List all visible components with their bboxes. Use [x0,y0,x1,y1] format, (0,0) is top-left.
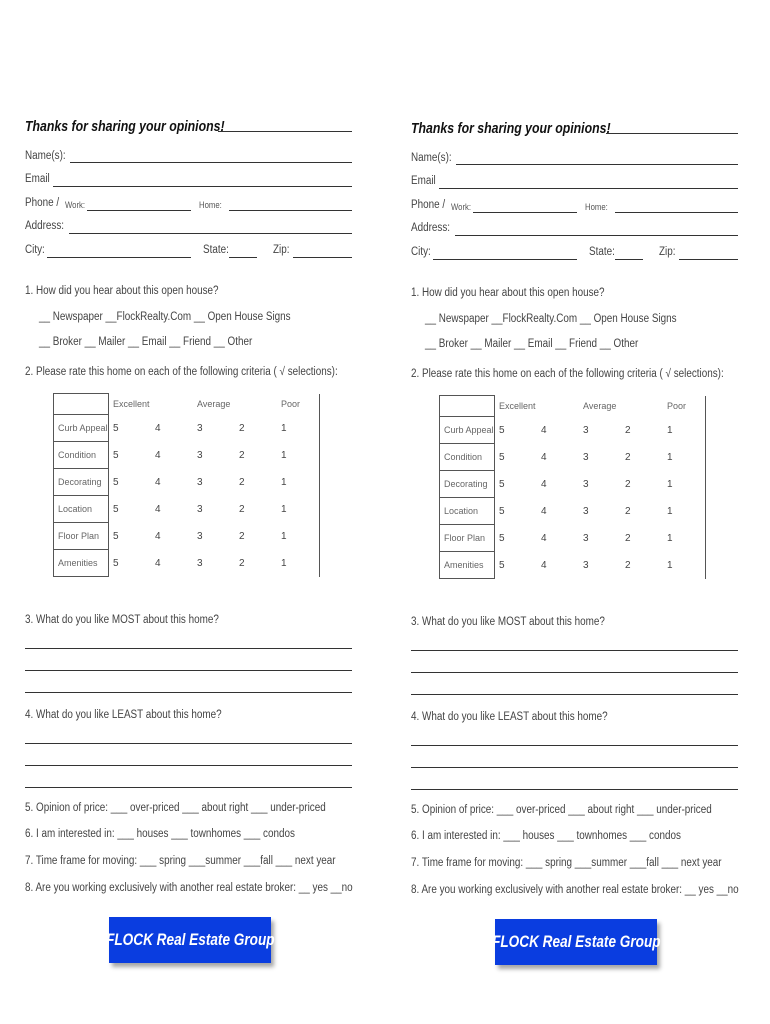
work-label: Work: [65,200,86,210]
city-label: City: [411,246,431,258]
rating-option[interactable]: 3 [583,559,589,571]
table-row [54,496,320,523]
question-1-options-row2[interactable]: __ Broker __ Mailer __ Email __ Friend __ Other [39,336,253,348]
email-label: Email [411,175,436,187]
rating-option[interactable]: 3 [583,478,589,490]
table-row [440,552,706,579]
answer-line[interactable] [411,650,738,651]
city-field[interactable] [433,259,577,260]
rating-option[interactable]: 5 [499,505,505,517]
question-3: 3. What do you like MOST about this home? [411,616,605,628]
rating-header-excellent: Excellent [113,399,150,409]
rating-header-average: Average [197,399,231,409]
rating-option[interactable]: 5 [499,451,505,463]
zip-field[interactable] [679,259,738,260]
criteria-label: Floor Plan [440,525,495,552]
address-field[interactable] [455,235,738,236]
question-1-options-row1[interactable]: __ Newspaper __FlockRealty.Com __ Open House Signs [39,311,291,323]
answer-line[interactable] [25,787,352,788]
form-title: Thanks for sharing your opinions! [411,120,611,137]
question-4: 4. What do you like LEAST about this home? [25,709,222,721]
table-row [440,444,706,471]
rating-option[interactable]: 4 [155,422,161,434]
rating-option[interactable]: 5 [113,422,119,434]
zip-label: Zip: [659,246,676,258]
work-phone-field[interactable] [473,212,577,213]
rating-option[interactable]: 4 [155,557,161,569]
question-1: 1. How did you hear about this open house? [411,287,605,299]
rating-option[interactable]: 3 [583,505,589,517]
email-field[interactable] [53,186,352,187]
rating-option[interactable]: 5 [499,532,505,544]
names-label: Name(s): [411,152,452,164]
home-label: Home: [199,200,222,210]
question-2: 2. Please rate this home on each of the following criteria ( √ selections): [411,368,724,380]
rating-option[interactable]: 2 [239,530,245,542]
criteria-label: Condition [440,444,495,471]
criteria-label: Curb Appeal [440,417,495,444]
answer-line[interactable] [411,672,738,673]
table-row [440,417,706,444]
question-3: 3. What do you like MOST about this home? [25,614,219,626]
rating-option[interactable]: 5 [113,557,119,569]
question-8[interactable]: 8. Are you working exclusively with another real estate broker: __ yes __no [25,882,353,894]
flock-logo [491,919,661,965]
home-phone-field[interactable] [229,210,352,211]
logo-text: FLOCK Real Estate Group [105,930,275,949]
rating-option[interactable]: 4 [541,505,547,517]
rating-option[interactable]: 1 [277,496,320,523]
rating-option[interactable]: 1 [277,469,320,496]
rating-option[interactable]: 3 [197,422,203,434]
table-row [54,550,320,577]
rating-option[interactable]: 1 [663,444,706,471]
zip-label: Zip: [273,244,290,256]
rating-option[interactable]: 5 [499,478,505,490]
state-field[interactable] [229,257,257,258]
table-row [54,415,320,442]
rating-option[interactable]: 2 [625,532,631,544]
rating-option[interactable]: 1 [663,471,706,498]
rating-option[interactable]: 3 [583,451,589,463]
rating-table [53,393,320,577]
criteria-label: Location [440,498,495,525]
address-field[interactable] [69,233,352,234]
rating-option[interactable]: 2 [239,476,245,488]
table-row [54,469,320,496]
city-field[interactable] [47,257,191,258]
rating-option[interactable]: 1 [277,415,320,442]
logo-text: FLOCK Real Estate Group [491,932,661,951]
rating-option[interactable]: 3 [197,476,203,488]
rating-option[interactable]: 1 [277,442,320,469]
rating-option[interactable]: 2 [239,557,245,569]
rating-option[interactable]: 5 [499,559,505,571]
rating-option[interactable]: 2 [625,451,631,463]
rating-option[interactable]: 2 [625,559,631,571]
state-field[interactable] [615,259,643,260]
email-label: Email [25,173,50,185]
rating-header-poor: Poor [663,396,706,417]
rating-header-average: Average [583,401,617,411]
table-row [440,525,706,552]
rating-option[interactable]: 2 [625,424,631,436]
question-5[interactable]: 5. Opinion of price: ___ over-priced ___ about right ___ under-priced [25,802,326,814]
names-field[interactable] [456,164,738,165]
rating-option[interactable]: 2 [239,449,245,461]
answer-line[interactable] [25,670,352,671]
rating-option[interactable]: 5 [113,503,119,515]
phone-label: Phone / [411,199,446,211]
answer-line[interactable] [411,745,738,746]
names-label: Name(s): [25,150,66,162]
rating-table [439,395,706,579]
rating-option[interactable]: 2 [239,503,245,515]
question-6[interactable]: 6. I am interested in: ___ houses ___ townhomes ___ condos [25,828,295,840]
rating-option[interactable]: 3 [197,557,203,569]
rating-header-row [54,394,320,415]
rating-option[interactable]: 1 [663,498,706,525]
answer-line[interactable] [411,694,738,695]
table-row [440,498,706,525]
rating-option[interactable]: 4 [155,449,161,461]
rating-option[interactable]: 1 [277,550,320,577]
city-label: City: [25,244,45,256]
work-phone-field[interactable] [87,210,191,211]
address-label: Address: [411,222,451,234]
question-2: 2. Please rate this home on each of the following criteria ( √ selections): [25,366,338,378]
rating-option[interactable]: 2 [239,422,245,434]
criteria-label: Decorating [440,471,495,498]
rating-header-excellent: Excellent [499,401,536,411]
question-4: 4. What do you like LEAST about this home? [411,711,608,723]
answer-line[interactable] [25,692,352,693]
names-field[interactable] [70,162,352,163]
rating-option[interactable]: 5 [113,530,119,542]
rating-option[interactable]: 1 [277,523,320,550]
question-1-options-row2[interactable]: __ Broker __ Mailer __ Email __ Friend __ Other [425,338,639,350]
zip-field[interactable] [293,257,352,258]
rating-option[interactable]: 5 [113,449,119,461]
rating-option[interactable]: 5 [113,476,119,488]
rating-option[interactable]: 4 [541,532,547,544]
home-phone-field[interactable] [615,212,738,213]
rating-option[interactable]: 4 [541,478,547,490]
state-label: State: [203,244,229,256]
rating-option[interactable]: 1 [663,417,706,444]
rating-option[interactable]: 3 [197,530,203,542]
home-label: Home: [585,202,608,212]
rating-option[interactable]: 4 [541,559,547,571]
answer-line[interactable] [411,789,738,790]
rating-option[interactable]: 3 [197,449,203,461]
form-title: Thanks for sharing your opinions! [25,118,225,135]
rating-option[interactable]: 1 [663,525,706,552]
rating-header-poor: Poor [277,394,320,415]
question-1: 1. How did you hear about this open house? [25,285,219,297]
answer-line[interactable] [25,743,352,744]
state-label: State: [589,246,615,258]
question-8[interactable]: 8. Are you working exclusively with another real estate broker: __ yes __no [411,884,739,896]
criteria-label: Amenities [54,550,109,577]
rating-option[interactable]: 3 [197,503,203,515]
title-line [218,131,352,132]
question-7[interactable]: 7. Time frame for moving: ___ spring ___summer ___fall ___ next year [411,857,722,869]
rating-option[interactable]: 4 [155,503,161,515]
criteria-label: Floor Plan [54,523,109,550]
rating-option[interactable]: 4 [541,424,547,436]
question-1-options-row1[interactable]: __ Newspaper __FlockRealty.Com __ Open House Signs [425,313,677,325]
rating-option[interactable]: 1 [663,552,706,579]
criteria-label: Curb Appeal [54,415,109,442]
address-label: Address: [25,220,65,232]
rating-option[interactable]: 3 [583,424,589,436]
rating-option[interactable]: 4 [155,476,161,488]
criteria-label: Amenities [440,552,495,579]
answer-line[interactable] [25,765,352,766]
criteria-label: Condition [54,442,109,469]
question-5[interactable]: 5. Opinion of price: ___ over-priced ___ about right ___ under-priced [411,804,712,816]
flock-logo [105,917,275,963]
table-row [54,442,320,469]
rating-header-row [440,396,706,417]
rating-option[interactable]: 4 [541,451,547,463]
question-7[interactable]: 7. Time frame for moving: ___ spring ___summer ___fall ___ next year [25,855,336,867]
table-row [440,471,706,498]
work-label: Work: [451,202,472,212]
answer-line[interactable] [411,767,738,768]
title-line [606,133,738,134]
question-6[interactable]: 6. I am interested in: ___ houses ___ townhomes ___ condos [411,830,681,842]
rating-option[interactable]: 4 [155,530,161,542]
table-row [54,523,320,550]
criteria-label: Location [54,496,109,523]
rating-option[interactable]: 5 [499,424,505,436]
rating-option[interactable]: 2 [625,478,631,490]
email-field[interactable] [439,188,738,189]
phone-label: Phone / [25,197,60,209]
criteria-label: Decorating [54,469,109,496]
answer-line[interactable] [25,648,352,649]
rating-option[interactable]: 3 [583,532,589,544]
rating-option[interactable]: 2 [625,505,631,517]
